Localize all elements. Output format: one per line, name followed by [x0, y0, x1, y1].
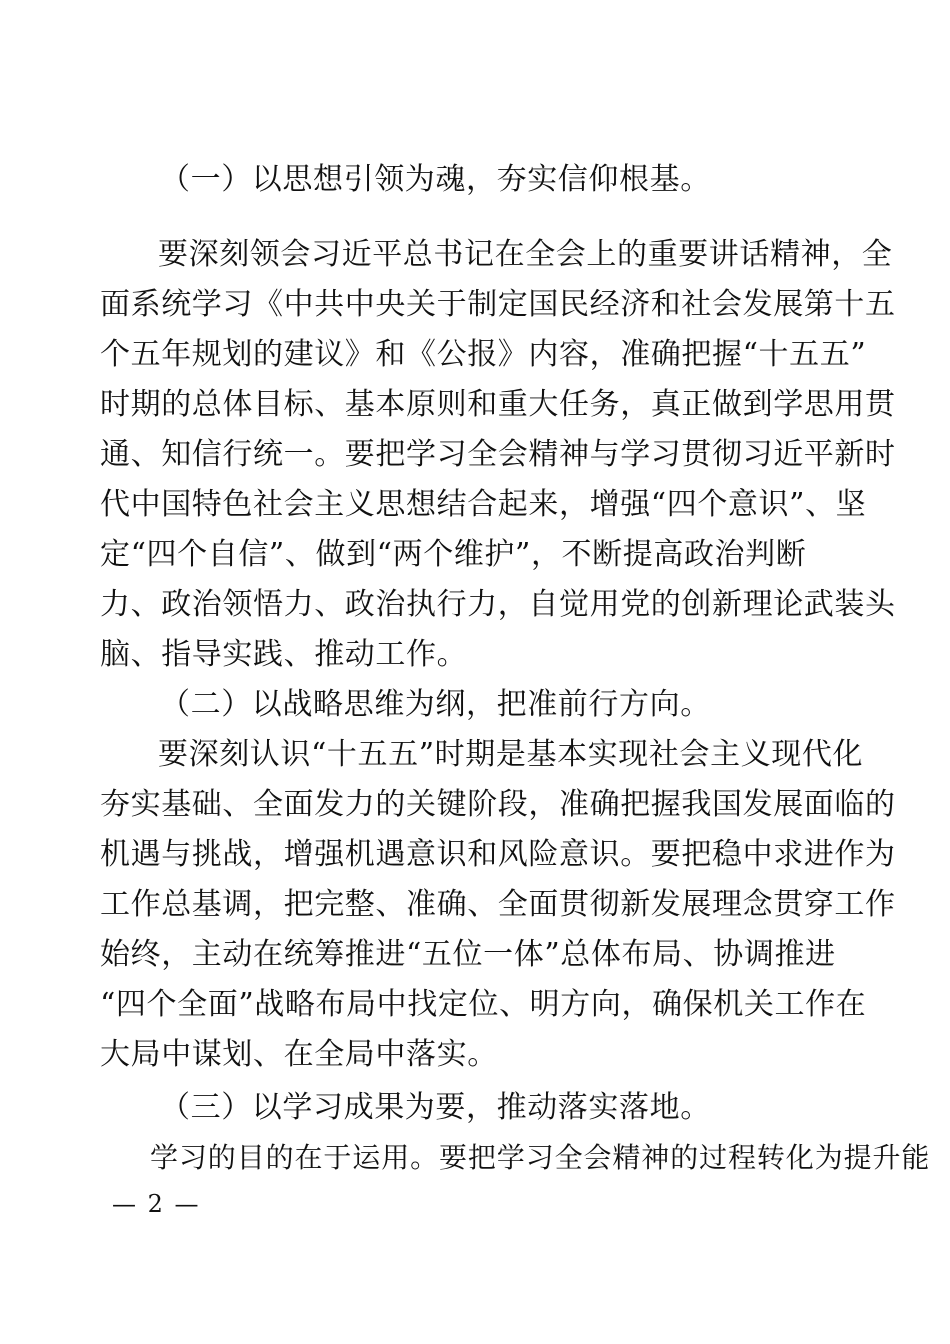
paragraph-line: 机遇与挑战，增强机遇意识和风险意识。要把稳中求进作为 [100, 837, 896, 872]
paragraph-line: 个五年规划的建议》和《公报》内容，准确把握“十五五” [100, 337, 867, 372]
paragraph-line: 大局中谋划、在全局中落实。 [100, 1037, 498, 1072]
paragraph-line: 工作总基调，把完整、准确、全面贯彻新发展理念贯穿工作 [100, 887, 896, 922]
paragraph-line: 夯实基础、全面发力的关键阶段，准确把握我国发展面临的 [100, 787, 896, 822]
section-heading-2: （二）以战略思维为纲，把准前行方向。 [160, 687, 711, 722]
paragraph-line: 始终，主动在统筹推进“五位一体”总体布局、协调推进 [100, 937, 836, 972]
section-heading-1: （一）以思想引领为魂，夯实信仰根基。 [160, 162, 711, 197]
section-heading-3: （三）以学习成果为要，推动落实落地。 [160, 1090, 711, 1125]
paragraph-line: 时期的总体目标、基本原则和重大任务，真正做到学思用贯 [100, 387, 896, 422]
paragraph-line: 脑、指导实践、推动工作。 [100, 637, 468, 672]
paragraph-line: 代中国特色社会主义思想结合起来，增强“四个意识”、坚 [100, 487, 867, 522]
page-number: — 2 — [112, 1190, 201, 1218]
paragraph-line: 要深刻认识“十五五”时期是基本实现社会主义现代化 [158, 737, 864, 772]
paragraph-line: 力、政治领悟力、政治执行力，自觉用党的创新理论武装头 [100, 587, 896, 622]
paragraph-line: 通、知信行统一。要把学习全会精神与学习贯彻习近平新时 [100, 437, 896, 472]
paragraph-line: 要深刻领会习近平总书记在全会上的重要讲话精神，全 [158, 237, 893, 272]
paragraph-line: 学习的目的在于运用。要把学习全会精神的过程转化为提升能 [150, 1141, 931, 1174]
paragraph-line: 定“四个自信”、做到“两个维护”，不断提高政治判断 [100, 537, 807, 572]
paragraph-line: 面系统学习《中共中央关于制定国民经济和社会发展第十五 [100, 287, 896, 322]
paragraph-line: “四个全面”战略布局中找定位、明方向，确保机关工作在 [100, 987, 867, 1022]
